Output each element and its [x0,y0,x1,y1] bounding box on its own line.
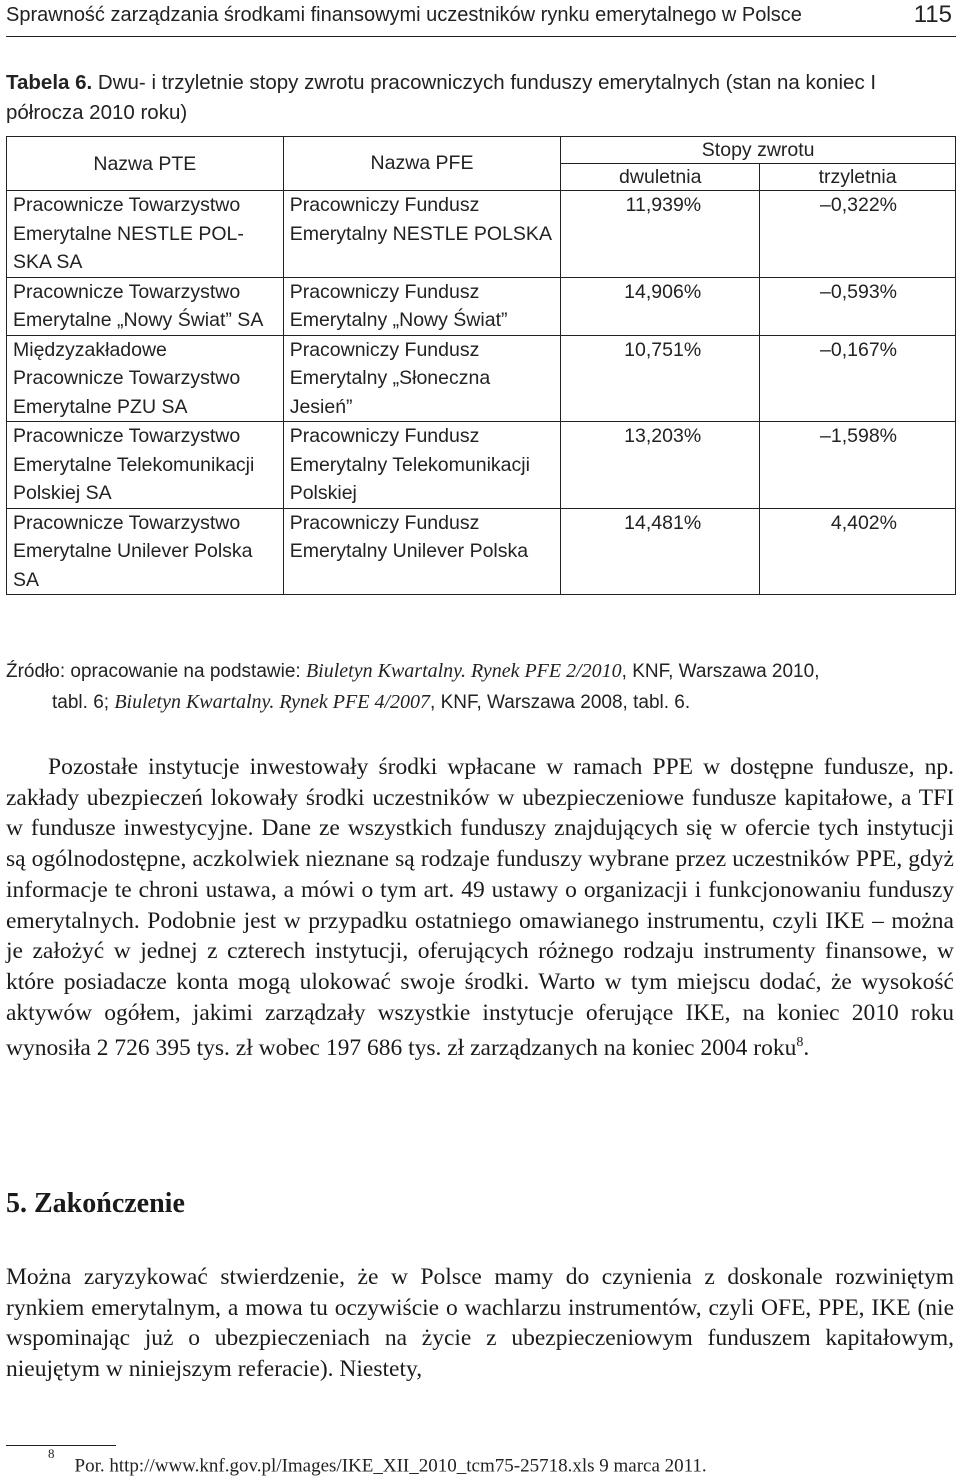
table-row [7,191,956,278]
cell-return-3y: –0,167% [760,335,956,422]
cell-pfe: Pracowniczy Fundusz Emerytalny Unilever Polska [283,508,561,595]
table-source [6,656,956,718]
col-header-pfe: Nazwa PFE [283,137,561,191]
cell-pfe: Pracowniczy Fundusz Emerytalny „Nowy Świat” [283,277,561,335]
cell-return-2y: 14,906% [561,277,760,335]
col-header-returns: Stopy zwrotu [561,137,956,164]
cell-pfe: Pracowniczy Fundusz Emerytalny „Słoneczna Jesień” [283,335,561,422]
cell-return-3y: –0,593% [760,277,956,335]
col-header-pte: Nazwa PTE [7,137,284,191]
footnote [48,1446,707,1477]
paragraph-text: Można zaryzykować stwierdzenie, że w Polsce mamy do czynienia z doskonale rozwiniętym rynkiem emerytalnym, a mowa tu oczywiście o wachlarzu instrumentów, czyli OFE, PPE, IKE (nie wspominając już o ubezpieczeniach na życie z ubezpieczeniowym funduszem kapitałowym, nieujętym w niniejszym referacie). Niestety, [6,1264,954,1383]
running-header [6,0,956,37]
cell-return-3y: –0,322% [760,191,956,278]
cell-return-2y: 13,203% [561,422,760,509]
page-number: 115 [913,1,952,28]
cell-pte: Pracownicze Towarzystwo Emerytalne Unilever Polska SA [7,508,284,595]
body-paragraph [6,752,954,1064]
cell-pte: Pracownicze Towarzystwo Emerytalne NESTLE POL-SKA SA [7,191,284,278]
cell-return-2y: 14,481% [561,508,760,595]
table-label: Tabela 6. [6,71,93,94]
table-row [7,277,956,335]
running-title: Sprawność zarządzania środkami finansowymi uczestników rynku emerytalnego w Polsce [6,4,802,26]
table-caption-text: Dwu- i trzyletnie stopy zwrotu pracowniczych funduszy emerytalnych (stan na koniec I półrocza 2010 roku) [6,71,877,124]
paragraph-text: Pozostałe instytucje inwestowały środki wpłacane w ramach PPE w dostępne fundusze, np. zakłady ubezpieczeń lokowały środki uczestników w ubezpieczeniowe fundusze kapitałowe, a TFI w fundusze inwestycyjne. Dane ze wszystkich funduszy znajdujących się w ofercie tych instytucji są ogólnodostępne, aczkolwiek nieznane są rodzaje funduszy wybrane przez uczestników PPE, gdyż informacje te chroni ustawa, a mówi o tym art. 49 ustawy o organizacji i funkcjonowaniu funduszy emerytalnych. Podobnie jest w przypadku ostatniego omawianego instrumentu, czyli IKE – można je założyć w jednej z czterech instytucji, oferujących różnego rodzaju instrumenty finansowe, w które posiadacze konta mogą ulokować swoje środki. Warto w tym miejscu dodać, że wysokość aktywów ogółem, jakimi zarządzały wszystkie instytucje oferujące IKE, na koniec 2010 roku wynosiła 2 726 395 tys. zł wobec 197 686 tys. zł zarządzanych na koniec 2004 roku [6,754,954,1062]
footnote-text: Por. http://www.knf.gov.pl/Images/IKE_XII_2010_tcm75-25718.xls 9 marca 2011. [74,1455,707,1477]
source-suffix: , KNF, Warszawa 2008, tabl. 6. [430,692,691,713]
source-mid-2: tabl. 6; [52,692,115,713]
col-header-3y: trzyletnia [760,164,956,191]
footnote-separator [6,1445,116,1446]
cell-pte: Pracownicze Towarzystwo Emerytalne Telekomunikacji Polskiej SA [7,422,284,509]
source-publication-1: Biuletyn Kwartalny. Rynek PFE 2/2010 [305,660,622,682]
source-prefix: Źródło: opracowanie na podstawie: [6,661,306,682]
table-row [7,422,956,509]
cell-pte: Międzyzakładowe Pracownicze Towarzystwo Emerytalne PZU SA [7,335,284,422]
cell-return-3y: –1,598% [760,422,956,509]
returns-table [6,136,956,595]
cell-return-2y: 11,939% [561,191,760,278]
body-paragraph [6,1262,954,1385]
source-mid-1: , KNF, Warszawa 2010, [621,661,820,682]
cell-pte: Pracownicze Towarzystwo Emerytalne „Nowy Świat” SA [7,277,284,335]
table-caption [6,68,951,128]
table-row [7,335,956,422]
cell-pfe: Pracowniczy Fundusz Emerytalny Telekomunikacji Polskiej [283,422,561,509]
footnote-number: 8 [48,1446,55,1461]
section-heading: 5. Zakończenie [6,1188,185,1219]
cell-return-3y: 4,402% [760,508,956,595]
cell-pfe: Pracowniczy Fundusz Emerytalny NESTLE POLSKA [283,191,561,278]
cell-return-2y: 10,751% [561,335,760,422]
table-row [7,508,956,595]
source-publication-2: Biuletyn Kwartalny. Rynek PFE 4/2007 [114,691,431,713]
footnote-ref: 8 [796,1035,804,1051]
col-header-2y: dwuletnia [561,164,760,191]
paragraph-end: . [803,1035,810,1062]
